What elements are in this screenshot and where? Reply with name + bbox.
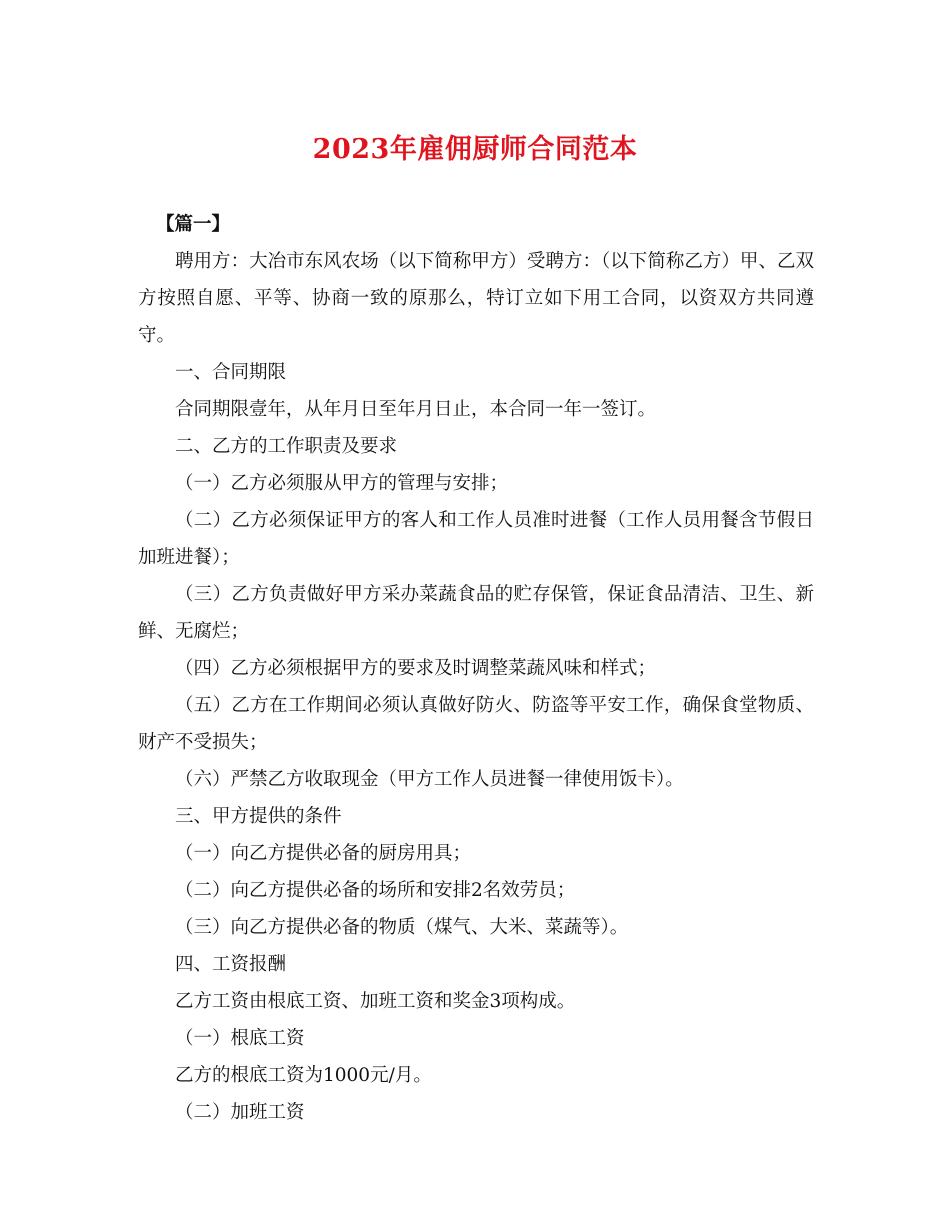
duty-item-3: （三）乙方负责做好甲方采办菜蔬食品的贮存保管，保证食品清洁、卫生、新鲜、无腐烂； xyxy=(138,584,814,642)
duty-item-5: （五）乙方在工作期间必须认真做好防火、防盗等平安工作，确保食堂物质、财产不受损失； xyxy=(138,695,814,753)
document-body xyxy=(138,206,814,1131)
heading-base-salary: （一）根底工资 xyxy=(175,1028,305,1049)
section-label: 【篇一】 xyxy=(156,214,231,235)
condition-item-1: （一）向乙方提供必备的厨房用具； xyxy=(175,843,472,864)
heading-conditions: 三、甲方提供的条件 xyxy=(175,806,342,827)
duty-item-6: （六）严禁乙方收取现金（甲方工作人员进餐一律使用饭卡）。 xyxy=(175,769,684,790)
condition-item-3: （三）向乙方提供必备的物质（煤气、大米、菜蔬等）。 xyxy=(175,917,629,938)
paragraph-contract-term: 合同期限壹年，从年月日至年月日止，本合同一年一签订。 xyxy=(175,399,657,420)
heading-overtime-pay: （二）加班工资 xyxy=(175,1102,305,1123)
document-title: 2023年雇佣厨师合同范本 xyxy=(312,134,638,165)
duty-item-4: （四）乙方必须根据甲方的要求及时调整菜蔬风味和样式； xyxy=(175,658,657,679)
paragraph-salary: 乙方工资由根底工资、加班工资和奖金3项构成。 xyxy=(175,991,576,1012)
heading-duties: 二、乙方的工作职责及要求 xyxy=(175,436,398,457)
heading-contract-term: 一、合同期限 xyxy=(175,362,287,383)
duty-item-2: （二）乙方必须保证甲方的客人和工作人员准时进餐（工作人员用餐含节假日加班进餐）； xyxy=(138,510,814,568)
duty-item-1: （一）乙方必须服从甲方的管理与安排； xyxy=(175,473,509,494)
condition-item-2: （二）向乙方提供必备的场所和安排2名效劳员； xyxy=(175,880,576,901)
heading-salary: 四、工资报酬 xyxy=(175,954,287,975)
paragraph-parties: 聘用方：大冶市东风农场（以下简称甲方）受聘方：（以下简称乙方）甲、乙双方按照自愿、平等、协商一致的原那么，特订立如下用工合同，以资双方共同遵守。 xyxy=(138,251,814,346)
paragraph-base-salary: 乙方的根底工资为1000元/月。 xyxy=(175,1065,432,1086)
